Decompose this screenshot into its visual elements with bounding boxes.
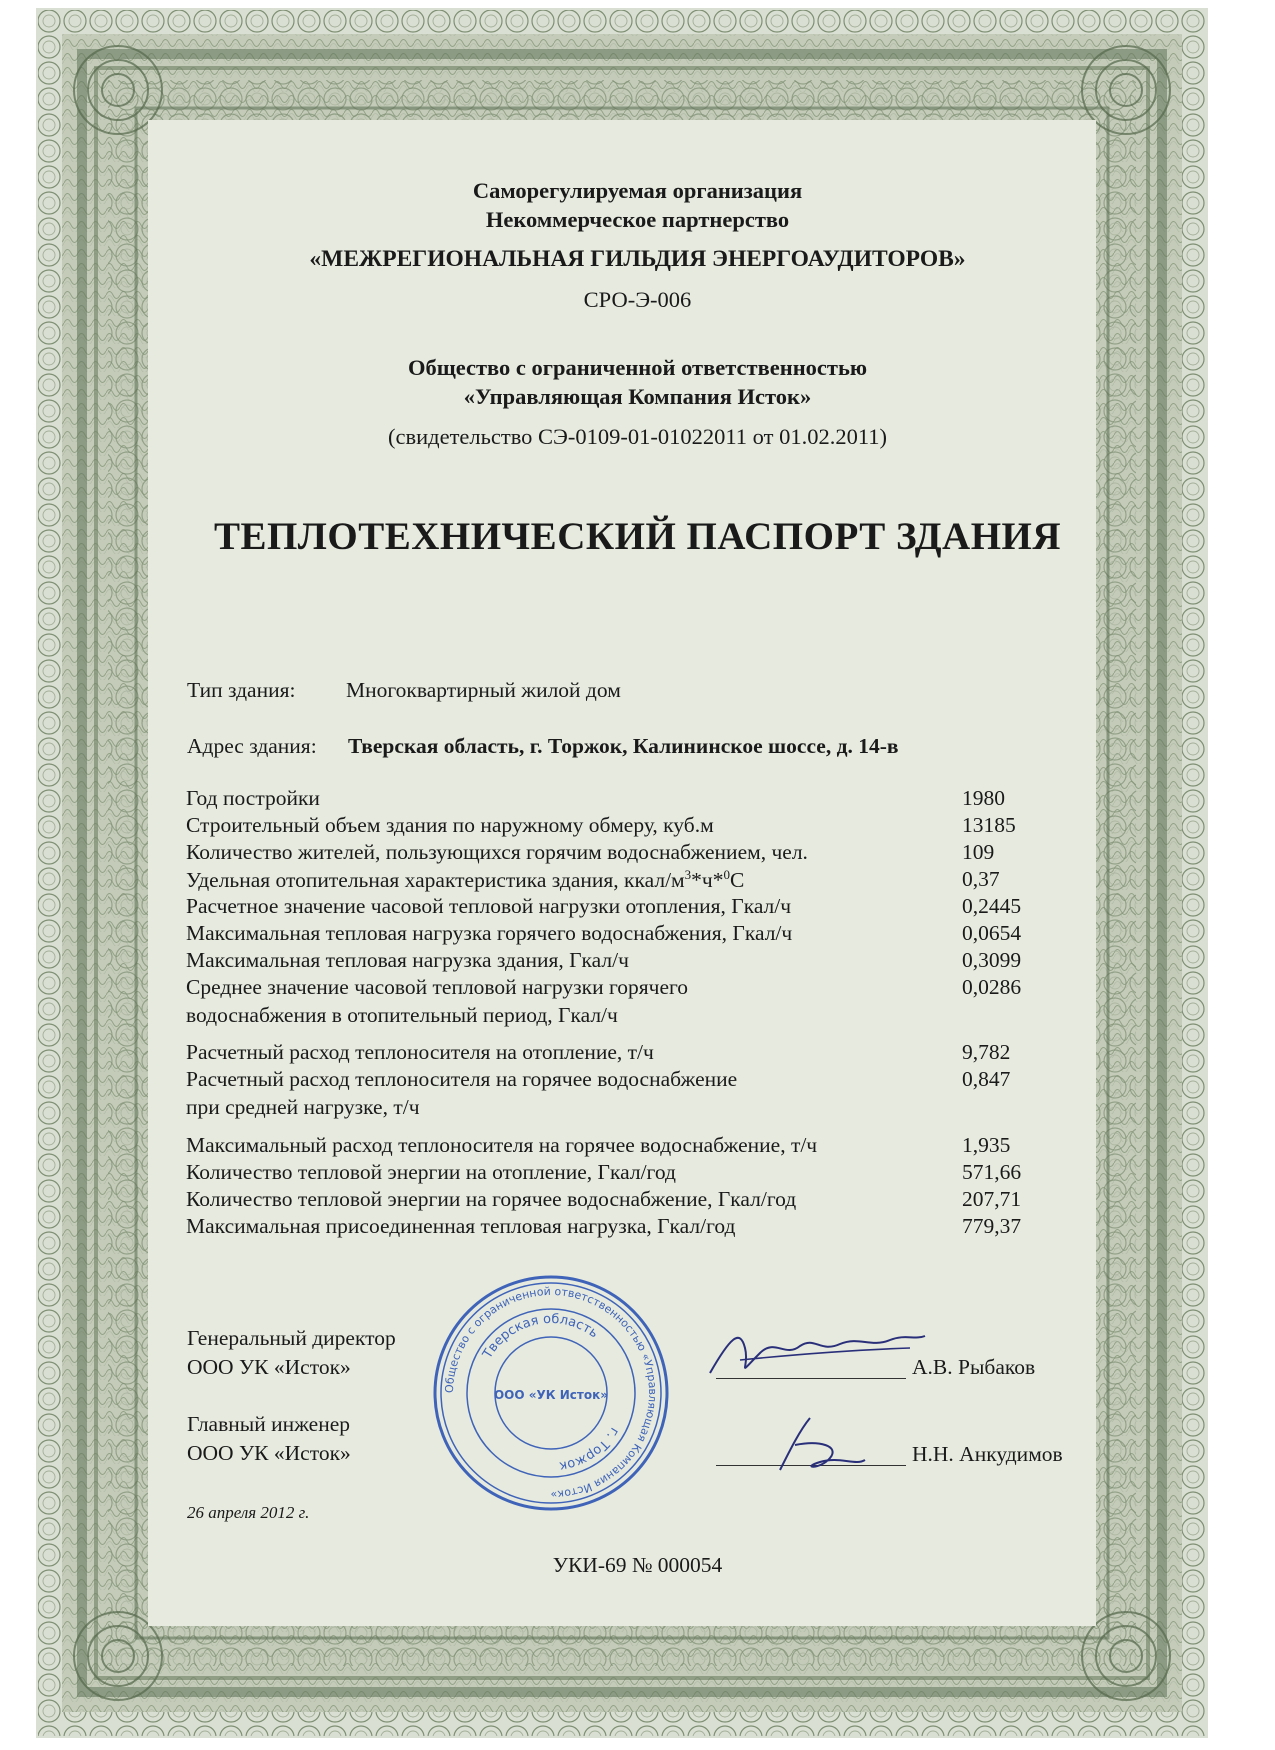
stamp-city: г. Торжок <box>558 1424 622 1474</box>
param-value: 207,71 <box>962 1187 1022 1211</box>
param-value: 0,847 <box>962 1067 1011 1091</box>
param-label-continued: при средней нагрузке, т/ч <box>186 1095 420 1119</box>
unit-end: С <box>729 868 745 893</box>
param-label: Среднее значение часовой тепловой нагрузки горячего <box>186 975 689 999</box>
param-label: Максимальный расход теплоносителя на горячее водоснабжение, т/ч <box>186 1133 818 1157</box>
param-value: 13185 <box>962 813 1016 837</box>
certificate-number: (свидетельство СЭ-0109-01-01022011 от 01.02.2011) <box>388 424 887 449</box>
stamp-region: Тверская область <box>480 1311 601 1362</box>
param-label: Максимальная тепловая нагрузка здания, Гкал/ч <box>186 948 629 972</box>
param-label: Количество тепловой энергии на горячее водоснабжение, Гкал/год <box>186 1187 797 1211</box>
param-value: 779,37 <box>962 1214 1022 1238</box>
param-label: Максимальная тепловая нагрузка горячего водоснабжения, Гкал/ч <box>186 921 793 945</box>
engineer-name: Н.Н. Анкудимов <box>912 1442 1063 1466</box>
director-signature <box>700 1318 940 1388</box>
unit-middle: *ч* <box>691 868 724 893</box>
param-label: Расчетный расход теплоносителя на отопление, т/ч <box>186 1040 654 1064</box>
param-label: Количество тепловой энергии на отопление, Гкал/год <box>186 1160 676 1184</box>
param-label: Год постройки <box>186 786 320 810</box>
unit-superscript: 0 <box>723 867 730 882</box>
org-code: СРО-Э-006 <box>583 287 692 312</box>
param-label-continued: водоснабжения в отопительный период, Гкал/ч <box>186 1003 618 1027</box>
stamp-outer-text: Общество с ограниченной ответственностью «Управляющая Компания Исток» <box>442 1284 660 1502</box>
stamp-center: ООО «УК Исток» <box>493 1388 609 1402</box>
param-label: Количество жителей, пользующихся горячим водоснабжением, чел. <box>186 840 808 864</box>
param-value: 1,935 <box>962 1133 1011 1157</box>
param-label: Строительный объем здания по наружному обмеру, куб.м <box>186 813 714 837</box>
param-label: Расчетный расход теплоносителя на горячее водоснабжение <box>186 1067 738 1091</box>
unit-superscript: 3 <box>684 867 692 882</box>
param-value: 0,0286 <box>962 975 1022 999</box>
director-title: Генеральный директор <box>187 1326 396 1350</box>
org-form: Некоммерческое партнерство <box>485 207 790 232</box>
svg-text:Тверская область <box>480 1312 601 1362</box>
engineer-signature <box>760 1410 880 1480</box>
company-seal-stamp <box>430 1272 672 1514</box>
serial-number: УКИ-69 № 000054 <box>552 1553 723 1577</box>
director-name: А.В. Рыбаков <box>912 1355 1036 1379</box>
director-company: ООО УК «Исток» <box>187 1355 351 1379</box>
param-value: 1980 <box>962 786 1005 810</box>
param-value: 0,2445 <box>962 894 1022 918</box>
org-name: «МЕЖРЕГИОНАЛЬНАЯ ГИЛЬДИЯ ЭНЕРГОАУДИТОРОВ» <box>309 246 966 272</box>
engineer-title: Главный инженер <box>187 1412 350 1436</box>
issue-date: 26 апреля 2012 г. <box>187 1503 310 1522</box>
param-value: 9,782 <box>962 1040 1011 1064</box>
param-label: Максимальная присоединенная тепловая нагрузка, Гкал/год <box>186 1214 736 1238</box>
building-address-value: Тверская область, г. Торжок, Калининское шоссе, д. 14-в <box>348 734 899 758</box>
param-label-composite <box>186 867 744 893</box>
param-value: 0,0654 <box>962 921 1022 945</box>
building-type-label: Тип здания: <box>187 678 296 702</box>
param-label: Удельная отопительная характеристика здания, ккал/м <box>186 868 685 893</box>
building-address-label: Адрес здания: <box>187 734 317 758</box>
param-value: 109 <box>962 840 995 864</box>
param-value: 571,66 <box>962 1160 1022 1184</box>
org-type: Саморегулируемая организация <box>472 178 803 203</box>
param-value: 0,3099 <box>962 948 1022 972</box>
param-label: Расчетное значение часовой тепловой нагрузки отопления, Гкал/ч <box>186 894 792 918</box>
building-type-value: Многоквартирный жилой дом <box>346 678 621 702</box>
company-name: «Управляющая Компания Исток» <box>463 384 812 409</box>
company-form: Общество с ограниченной ответственностью <box>407 355 868 380</box>
engineer-company: ООО УК «Исток» <box>187 1441 351 1465</box>
param-value: 0,37 <box>962 867 1000 891</box>
document-title: ТЕПЛОТЕХНИЧЕСКИЙ ПАСПОРТ ЗДАНИЯ <box>213 515 1062 558</box>
